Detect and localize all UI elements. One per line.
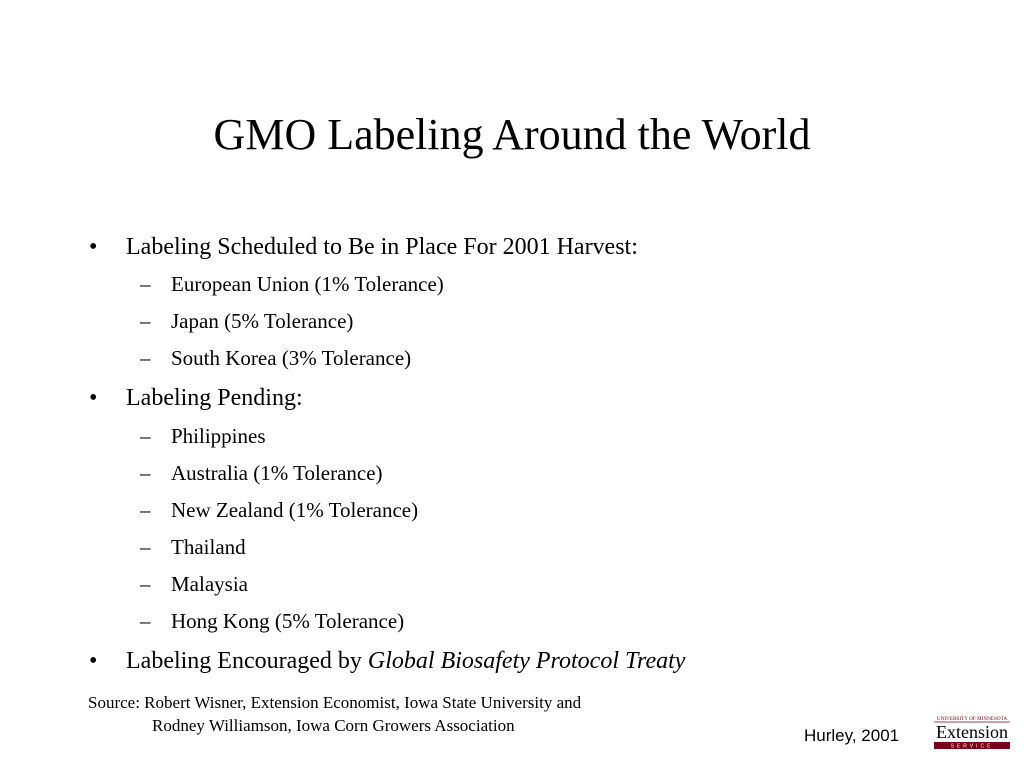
dash-marker: – [140, 572, 151, 596]
bullet-marker: • [89, 234, 98, 260]
logo-main-text: Extension [936, 722, 1008, 742]
sub-bullet-text: New Zealand (1% Tolerance) [171, 498, 419, 522]
author-credit: Hurley, 2001 [804, 726, 900, 745]
bullet-marker: • [89, 648, 98, 674]
source-citation [88, 691, 581, 737]
dash-marker: – [140, 346, 151, 370]
sub-bullet-item [140, 345, 412, 371]
sub-bullet-text: Malaysia [171, 572, 248, 596]
sub-bullet-text: South Korea (3% Tolerance) [171, 346, 412, 370]
dash-marker: – [140, 272, 151, 296]
sub-bullet-text: Hong Kong (5% Tolerance) [171, 609, 405, 633]
dash-marker: – [140, 461, 151, 485]
dash-marker: – [140, 424, 151, 448]
bullet-item [89, 232, 638, 262]
bullet-marker: • [89, 385, 98, 411]
dash-marker: – [140, 535, 151, 559]
dash-marker: – [140, 498, 151, 522]
dash-marker: – [140, 309, 151, 333]
bullet-text: Labeling Encouraged by [126, 648, 368, 674]
dash-marker: – [140, 609, 151, 633]
sub-bullet-text: Japan (5% Tolerance) [171, 309, 354, 333]
sub-bullet-item [140, 497, 419, 523]
logo-bottom-text: SERVICE [950, 743, 994, 750]
sub-bullet-text: Thailand [171, 535, 246, 559]
sub-bullet-item [140, 271, 444, 297]
source-line-2: Rodney Williamson, Iowa Corn Growers Association [152, 716, 515, 735]
sub-bullet-item [140, 571, 248, 597]
extension-service-logo [932, 714, 1012, 750]
sub-bullet-text: European Union (1% Tolerance) [171, 272, 444, 296]
logo-top-text: UNIVERSITY OF MINNESOTA [936, 716, 1008, 722]
bullet-item [89, 383, 303, 413]
bullet-text: Labeling Scheduled to Be in Place For 2001 Harvest: [126, 234, 638, 260]
sub-bullet-text: Australia (1% Tolerance) [171, 461, 383, 485]
sub-bullet-item [140, 308, 354, 334]
sub-bullet-text: Philippines [171, 424, 266, 448]
slide-title: GMO Labeling Around the World [213, 110, 811, 159]
sub-bullet-item [140, 423, 266, 449]
sub-bullet-item [140, 608, 405, 634]
bullet-text: Labeling Pending: [126, 385, 303, 411]
treaty-name: Global Biosafety Protocol Treaty [367, 648, 686, 674]
sub-bullet-item [140, 534, 246, 560]
bullet-item [89, 646, 686, 676]
sub-bullet-item [140, 460, 383, 486]
source-line-1: Source: Robert Wisner, Extension Economist, Iowa State University and [88, 693, 582, 712]
